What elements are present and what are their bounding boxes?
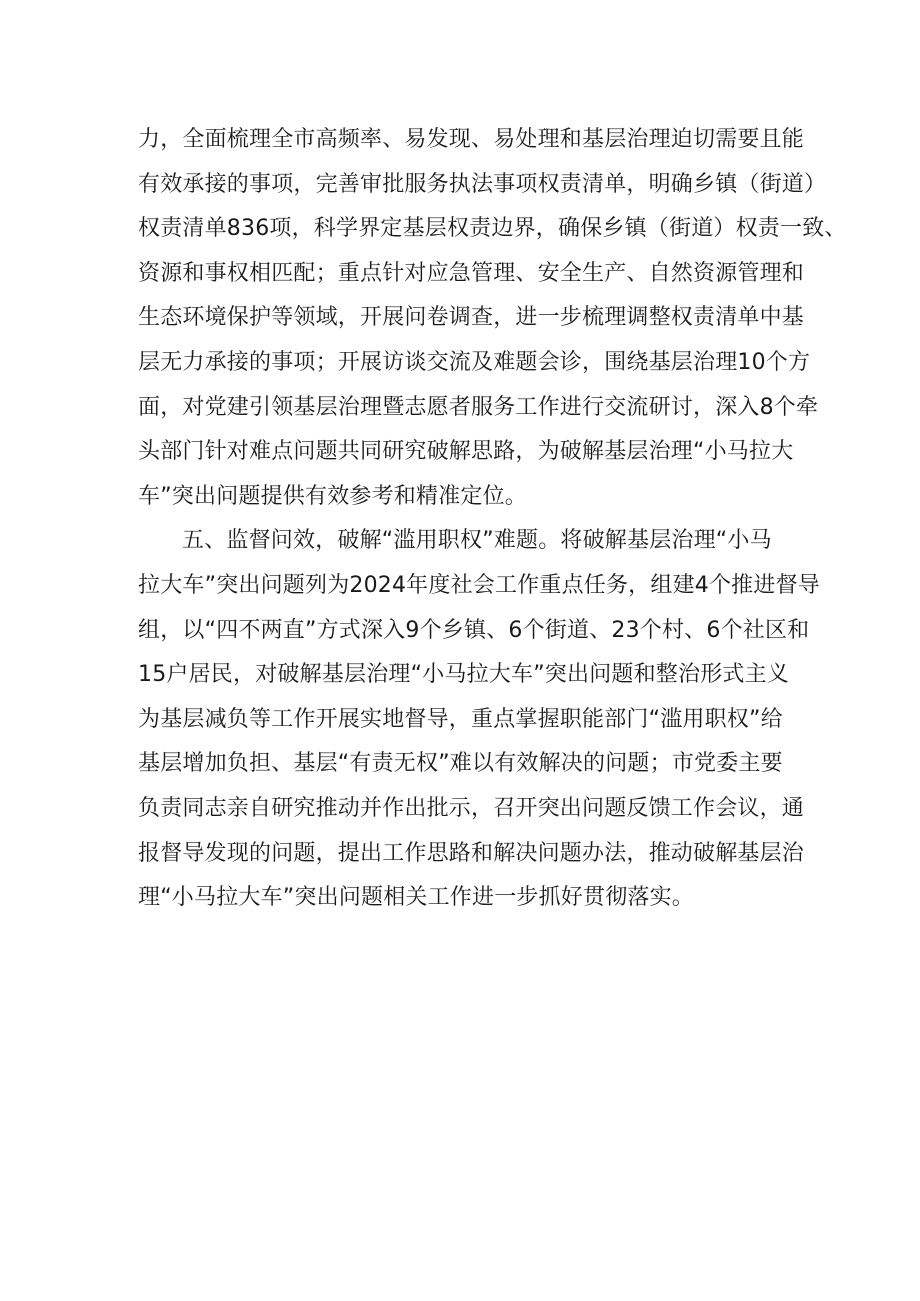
text-line: 有效承接的事项，完善审批服务执法事项权责清单，明确乡镇（街道） bbox=[138, 171, 827, 197]
document-body bbox=[138, 118, 847, 921]
text-line: 基层增加负担、基层“有责无权”难以有效解决的问题；市党委主要 bbox=[138, 751, 783, 777]
paragraph-section-five bbox=[138, 519, 820, 920]
text-line: 资源和事权相匹配；重点针对应急管理、安全生产、自然资源管理和 bbox=[138, 260, 805, 286]
section-heading-line: 五、监督问效，破解“滥用职权”难题。将破解基层治理“小马 bbox=[182, 528, 772, 554]
paragraph-continued bbox=[138, 118, 847, 519]
text-line: 力，全面梳理全市高频率、易发现、易处理和基层治理迫切需要且能 bbox=[138, 127, 805, 152]
text-line: 面，对党建引领基层治理暨志愿者服务工作进行交流研讨，深入8个牵 bbox=[138, 394, 819, 420]
text-line: 车”突出问题提供有效参考和精准定位。 bbox=[138, 483, 527, 509]
text-line: 15户居民，对破解基层治理“小马拉大车”突出问题和整治形式主义 bbox=[138, 662, 789, 688]
text-line: 头部门针对难点问题共同研究破解思路，为破解基层治理“小马拉大 bbox=[138, 439, 794, 465]
text-line: 权责清单836项，科学界定基层权责边界，确保乡镇（街道）权责一致、 bbox=[138, 216, 847, 242]
text-line: 组，以“四不两直”方式深入9个乡镇、6个街道、23个村、6个社区和 bbox=[138, 617, 810, 643]
text-line: 层无力承接的事项；开展访谈交流及难题会诊，围绕基层治理10个方 bbox=[138, 349, 811, 375]
text-line: 负责同志亲自研究推动并作出批示，召开突出问题反馈工作会议，通 bbox=[138, 795, 805, 821]
text-line: 为基层减负等工作开展实地督导，重点掌握职能部门“滥用职权”给 bbox=[138, 706, 783, 732]
text-line: 报督导发现的问题，提出工作思路和解决问题办法，推动破解基层治 bbox=[138, 840, 805, 866]
text-line: 拉大车”突出问题列为2024年度社会工作重点任务，组建4个推进督导 bbox=[138, 572, 820, 598]
text-line: 理“小马拉大车”突出问题相关工作进一步抓好贯彻落实。 bbox=[138, 885, 694, 911]
text-line: 生态环境保护等领域，开展问卷调查，进一步梳理调整权责清单中基 bbox=[138, 305, 805, 331]
